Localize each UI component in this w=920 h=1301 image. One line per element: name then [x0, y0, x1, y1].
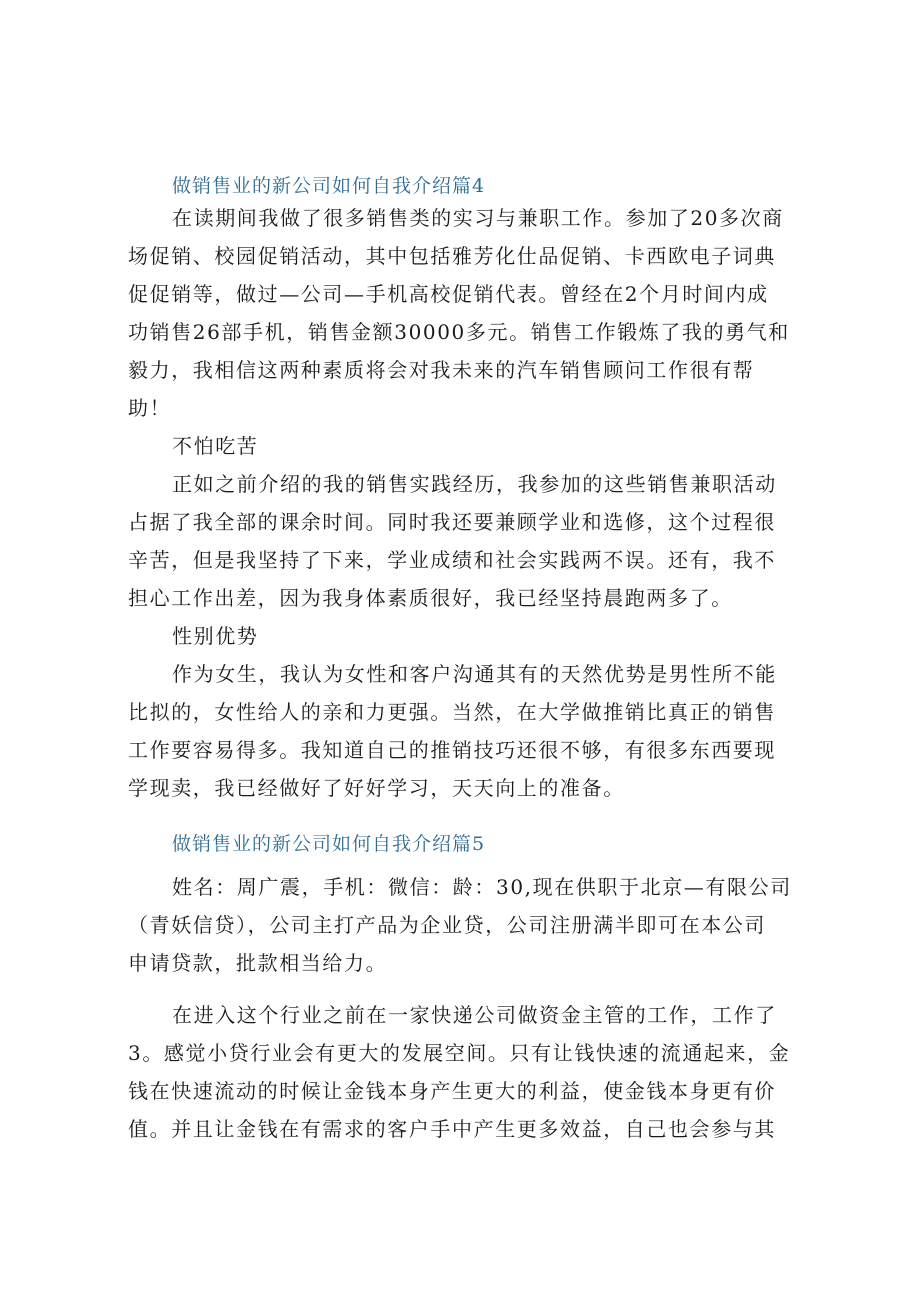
- paragraph-line: 值。并且让金钱在有需求的客户手中产生更多效益，自己也会参与其: [128, 1117, 776, 1141]
- paragraph-line: 钱在快速流动的时候让金钱本身产生更大的利益，使金钱本身更有价: [128, 1079, 776, 1103]
- paragraph-line: 毅力，我相信这两种素质将会对我未来的汽车销售顾问工作很有帮: [128, 358, 755, 382]
- paragraph-line: 在进入这个行业之前在一家快递公司做资金主管的工作，工作了: [172, 1003, 777, 1027]
- paragraph-line: 学现卖，我已经做好了好好学习，天天向上的准备。: [128, 776, 625, 800]
- paragraph-line: 场促销、校园促销活动，其中包括雅芳化仕品促销、卡西欧电子词典: [128, 244, 776, 268]
- paragraph-line: 辛苦，但是我坚持了下来，学业成绩和社会实践两不误。还有，我不: [128, 548, 776, 572]
- paragraph-line: 比拟的，女性给人的亲和力更强。当然，在大学做推销比真正的销售: [128, 700, 776, 724]
- paragraph-line: 正如之前介绍的我的销售实践经历，我参加的这些销售兼职活动: [172, 472, 777, 496]
- paragraph-line: （青妖信贷），公司主打产品为企业贷，公司注册满半即可在本公司: [128, 913, 766, 937]
- paragraph-line: 作为女生，我认为女性和客户沟通其有的天然优势是男性所不能: [172, 662, 777, 686]
- paragraph-line: 助！: [128, 396, 172, 420]
- paragraph-line: 促促销等，做过—公司—手机高校促销代表。曾经在2个月时间内成: [128, 282, 769, 306]
- section-4-heading: 做销售业的新公司如何自我介绍篇4: [172, 175, 486, 197]
- subheading-gender-advantage: 性别优势: [172, 624, 259, 648]
- paragraph-line: 占据了我全部的课余时间。同时我还要兼顾学业和选修，这个过程很: [128, 510, 776, 534]
- paragraph-line: 3。感觉小贷行业会有更大的发展空间。只有让钱快速的流通起来，金: [128, 1041, 791, 1065]
- paragraph-line: 工作要容易得多。我知道自己的推销技巧还很不够，有很多东西要现: [128, 738, 776, 762]
- paragraph-line: 申请贷款，批款相当给力。: [128, 951, 388, 975]
- paragraph-line: 姓名：周广震，手机：微信：龄：30,现在供职于北京—有限公司: [172, 875, 792, 899]
- paragraph-line: 在读期间我做了很多销售类的实习与兼职工作。参加了20多次商: [172, 206, 784, 230]
- subheading-hardworking: 不怕吃苦: [172, 434, 259, 458]
- paragraph-line: 担心工作出差，因为我身体素质很好，我已经坚持晨跑两多了。: [128, 586, 733, 610]
- section-5-heading: 做销售业的新公司如何自我介绍篇5: [172, 833, 486, 855]
- paragraph-line: 功销售26部手机，销售金额30000多元。销售工作锻炼了我的勇气和: [128, 320, 790, 344]
